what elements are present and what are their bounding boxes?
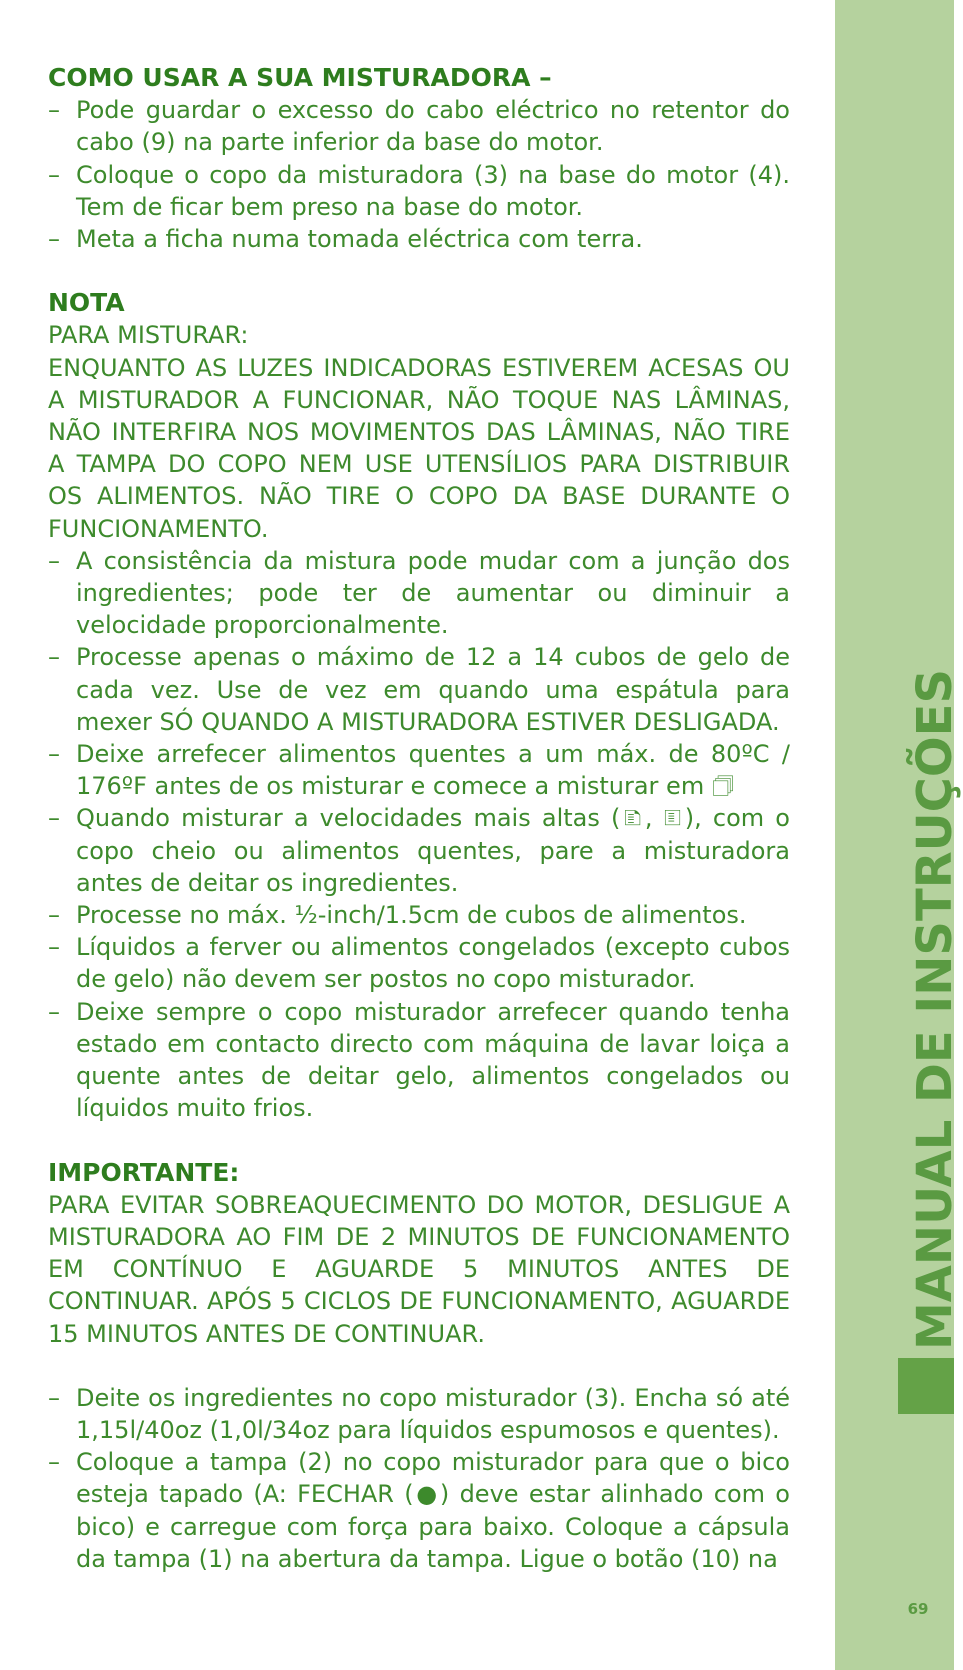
list-item: – Líquidos a ferver ou alimentos congelados (excepto cubos de gelo) não devem ser postos no copo misturador. [48, 933, 790, 994]
note-list [48, 545, 790, 1125]
list-item: – Processe apenas o máximo de 12 a 14 cubos de gelo de cada vez. Use de vez em quando uma espátula para mexer SÓ QUANDO A MISTURADORA ESTIVER DESLIGADA. [48, 643, 790, 736]
procedure-list [48, 1382, 790, 1575]
page-body [48, 62, 790, 1575]
list-item: – Processe no máx. ½-inch/1.5cm de cubos de alimentos. [48, 901, 747, 930]
list-item: – A consistência da mistura pode mudar com a junção dos ingredientes; pode ter de aumentar ou diminuir a velocidade proporcionalmente. [48, 546, 790, 640]
list-item: – Deixe arrefecer alimentos quentes a um máx. de 80ºC / 176ºF antes de os misturar e comece a misturar em 🗇 [48, 740, 790, 801]
page-number: 69 [907, 1600, 929, 1618]
list-item: – Deite os ingredientes no copo misturador (3). Encha só até 1,15l/40oz (1,0l/34oz para líquidos espumosos e quentes). [48, 1383, 790, 1444]
list-item: – Quando misturar a velocidades mais altas (🗈, 🗉), com o copo cheio ou alimentos quentes, pare a misturadora antes de deitar os ingredientes. [48, 804, 790, 897]
list-item: – Deixe sempre o copo misturador arrefecer quando tenha estado em contacto directo com máquina de lavar loiça a quente antes de deitar gelo, alimentos congelados ou líquidos muito frios. [48, 997, 790, 1123]
side-tab-title: MANUAL DE INSTRUÇÕES [907, 668, 963, 1350]
side-tab-marker [898, 1358, 954, 1414]
note-heading: NOTA [48, 288, 125, 318]
note-warning: ENQUANTO AS LUZES INDICADORAS ESTIVEREM ACESAS OU A MISTURADOR A FUNCIONAR, NÃO TOQUE NAS LÂMINAS, NÃO INTERFIRA NOS MOVIMENTOS DAS LÂMINAS, NÃO TIRE A TAMPA DO COPO NEM USE UTENSÍLIOS PARA DISTRIBUIR OS ALIMENTOS. NÃO TIRE O COPO DA BASE DURANTE O FUNCIONAMENTO. [48, 353, 790, 543]
important-heading: IMPORTANTE: [48, 1157, 240, 1187]
important-text: PARA EVITAR SOBREAQUECIMENTO DO MOTOR, DESLIGUE A MISTURADORA AO FIM DE 2 MINUTOS DE FUNCIONAMENTO EM CONTÍNUO E AGUARDE 5 MINUTOS ANTES DE CONTINUAR. APÓS 5 CICLOS DE FUNCIONAMENTO, AGUARDE 15 MINUTOS ANTES DE CONTINUAR. [48, 1190, 790, 1348]
list-item: – Coloque o copo da misturadora (3) na base do motor (4). Tem de ficar bem preso na base do motor. [48, 160, 790, 221]
section-heading-usage: COMO USAR A SUA MISTURADORA – [48, 63, 552, 92]
list-item: – Meta a ficha numa tomada eléctrica com terra. [48, 225, 643, 254]
list-item: – Pode guardar o excesso do cabo eléctrico no retentor do cabo (9) na parte inferior da base do motor. [48, 96, 790, 157]
usage-list [48, 94, 790, 255]
list-item: – Coloque a tampa (2) no copo misturador para que o bico esteja tapado (A: FECHAR (●) deve estar alinhado com o bico) e carregue com força para baixo. Coloque a cápsula da tampa (1) na abertura da tampa. Ligue o botão (10) na [48, 1448, 790, 1573]
note-subheading: PARA MISTURAR: [48, 321, 249, 350]
